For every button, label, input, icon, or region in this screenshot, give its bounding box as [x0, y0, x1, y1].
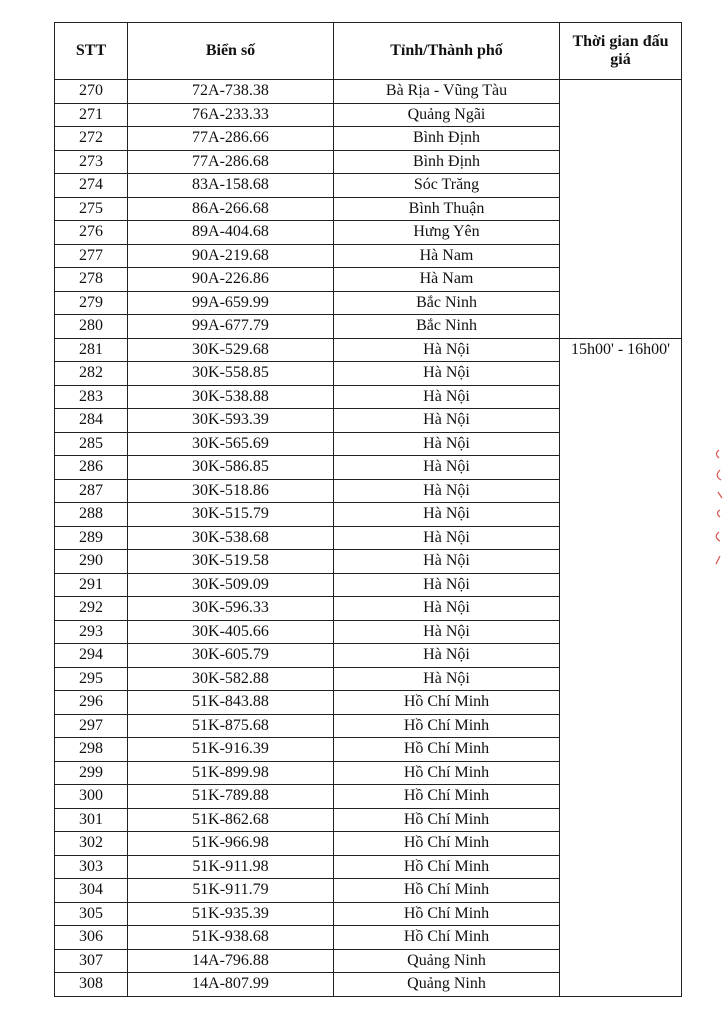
- cell-plate: 99A-659.99: [128, 291, 334, 315]
- cell-stt: 304: [55, 879, 128, 903]
- cell-stt: 298: [55, 738, 128, 762]
- auction-table: [54, 22, 682, 997]
- cell-stt: 308: [55, 973, 128, 997]
- cell-plate: 30K-605.79: [128, 644, 334, 668]
- cell-plate: 30K-582.88: [128, 667, 334, 691]
- cell-province: Hồ Chí Minh: [334, 832, 560, 856]
- cell-plate: 77A-286.66: [128, 127, 334, 151]
- cell-stt: 274: [55, 174, 128, 198]
- header-plate: Biển số: [128, 23, 334, 80]
- cell-stt: 285: [55, 432, 128, 456]
- cell-stt: 280: [55, 315, 128, 339]
- cell-stt: 295: [55, 667, 128, 691]
- cell-province: Hà Nội: [334, 550, 560, 574]
- cell-province: Hồ Chí Minh: [334, 855, 560, 879]
- cell-plate: 51K-935.39: [128, 902, 334, 926]
- header-stt: STT: [55, 23, 128, 80]
- cell-time-slot-1: [560, 80, 682, 339]
- cell-stt: 279: [55, 291, 128, 315]
- cell-province: Sóc Trăng: [334, 174, 560, 198]
- cell-stt: 284: [55, 409, 128, 433]
- table-body: [55, 80, 682, 997]
- cell-province: Hà Nội: [334, 597, 560, 621]
- cell-plate: 89A-404.68: [128, 221, 334, 245]
- cell-stt: 272: [55, 127, 128, 151]
- cell-province: Hà Nội: [334, 644, 560, 668]
- cell-province: Hà Nội: [334, 667, 560, 691]
- cell-stt: 275: [55, 197, 128, 221]
- cell-plate: 51K-789.88: [128, 785, 334, 809]
- cell-stt: 286: [55, 456, 128, 480]
- cell-plate: 14A-807.99: [128, 973, 334, 997]
- cell-plate: 30K-596.33: [128, 597, 334, 621]
- cell-stt: 271: [55, 103, 128, 127]
- cell-stt: 293: [55, 620, 128, 644]
- cell-stt: 307: [55, 949, 128, 973]
- cell-plate: 51K-916.39: [128, 738, 334, 762]
- header-province: Tỉnh/Thành phố: [334, 23, 560, 80]
- cell-province: Hồ Chí Minh: [334, 879, 560, 903]
- cell-plate: 51K-875.68: [128, 714, 334, 738]
- cell-stt: 270: [55, 80, 128, 104]
- cell-province: Quảng Ngãi: [334, 103, 560, 127]
- cell-province: Hồ Chí Minh: [334, 785, 560, 809]
- cell-plate: 30K-558.85: [128, 362, 334, 386]
- cell-province: Hà Nam: [334, 268, 560, 292]
- cell-stt: 277: [55, 244, 128, 268]
- cell-stt: 306: [55, 926, 128, 950]
- cell-province: Hà Nội: [334, 573, 560, 597]
- cell-province: Hà Nội: [334, 385, 560, 409]
- cell-province: Hà Nội: [334, 503, 560, 527]
- cell-province: Bà Rịa - Vũng Tàu: [334, 80, 560, 104]
- cell-stt: 299: [55, 761, 128, 785]
- cell-stt: 301: [55, 808, 128, 832]
- cell-province: Hà Nội: [334, 409, 560, 433]
- cell-stt: 297: [55, 714, 128, 738]
- cell-plate: 51K-843.88: [128, 691, 334, 715]
- cell-stt: 283: [55, 385, 128, 409]
- cell-province: Hồ Chí Minh: [334, 902, 560, 926]
- cell-plate: 72A-738.38: [128, 80, 334, 104]
- cell-province: Hồ Chí Minh: [334, 738, 560, 762]
- cell-plate: 30K-593.39: [128, 409, 334, 433]
- cell-province: Hồ Chí Minh: [334, 761, 560, 785]
- cell-plate: 30K-509.09: [128, 573, 334, 597]
- cell-stt: 305: [55, 902, 128, 926]
- cell-plate: 30K-538.68: [128, 526, 334, 550]
- cell-stt: 273: [55, 150, 128, 174]
- cell-stt: 302: [55, 832, 128, 856]
- cell-plate: 30K-519.58: [128, 550, 334, 574]
- cell-province: Bắc Ninh: [334, 315, 560, 339]
- cell-province: Bắc Ninh: [334, 291, 560, 315]
- cell-stt: 288: [55, 503, 128, 527]
- cell-province: Quảng Ninh: [334, 949, 560, 973]
- cell-plate: 30K-565.69: [128, 432, 334, 456]
- cell-plate: 90A-219.68: [128, 244, 334, 268]
- red-stamp-fragment: [711, 440, 723, 580]
- cell-province: Hà Nội: [334, 432, 560, 456]
- cell-plate: 30K-518.86: [128, 479, 334, 503]
- cell-plate: 30K-538.88: [128, 385, 334, 409]
- cell-plate: 51K-911.79: [128, 879, 334, 903]
- cell-stt: 300: [55, 785, 128, 809]
- cell-plate: 51K-938.68: [128, 926, 334, 950]
- cell-plate: 77A-286.68: [128, 150, 334, 174]
- cell-plate: 83A-158.68: [128, 174, 334, 198]
- cell-stt: 282: [55, 362, 128, 386]
- cell-stt: 291: [55, 573, 128, 597]
- cell-stt: 294: [55, 644, 128, 668]
- cell-stt: 278: [55, 268, 128, 292]
- cell-plate: 51K-966.98: [128, 832, 334, 856]
- cell-plate: 76A-233.33: [128, 103, 334, 127]
- cell-province: Bình Định: [334, 127, 560, 151]
- cell-province: Hà Nội: [334, 456, 560, 480]
- cell-province: Hà Nam: [334, 244, 560, 268]
- cell-province: Hồ Chí Minh: [334, 808, 560, 832]
- cell-province: Quảng Ninh: [334, 973, 560, 997]
- table-row: [55, 338, 682, 362]
- cell-plate: 51K-911.98: [128, 855, 334, 879]
- cell-plate: 51K-899.98: [128, 761, 334, 785]
- cell-stt: 292: [55, 597, 128, 621]
- cell-plate: 90A-226.86: [128, 268, 334, 292]
- cell-province: Hà Nội: [334, 620, 560, 644]
- cell-province: Hưng Yên: [334, 221, 560, 245]
- cell-stt: 289: [55, 526, 128, 550]
- cell-plate: 86A-266.68: [128, 197, 334, 221]
- cell-province: Hà Nội: [334, 479, 560, 503]
- cell-plate: 30K-405.66: [128, 620, 334, 644]
- cell-province: Hà Nội: [334, 526, 560, 550]
- cell-province: Hà Nội: [334, 362, 560, 386]
- cell-plate: 14A-796.88: [128, 949, 334, 973]
- cell-province: Hồ Chí Minh: [334, 691, 560, 715]
- cell-plate: 30K-529.68: [128, 338, 334, 362]
- cell-province: Bình Thuận: [334, 197, 560, 221]
- cell-plate: 99A-677.79: [128, 315, 334, 339]
- header-row: [55, 23, 682, 80]
- cell-stt: 281: [55, 338, 128, 362]
- cell-stt: 296: [55, 691, 128, 715]
- cell-province: Bình Định: [334, 150, 560, 174]
- cell-province: Hà Nội: [334, 338, 560, 362]
- cell-stt: 290: [55, 550, 128, 574]
- cell-stt: 303: [55, 855, 128, 879]
- header-time: Thời gian đấu giá: [560, 23, 682, 80]
- cell-time-slot-2: 15h00' - 16h00': [560, 338, 682, 996]
- cell-plate: 51K-862.68: [128, 808, 334, 832]
- cell-province: Hồ Chí Minh: [334, 926, 560, 950]
- cell-plate: 30K-515.79: [128, 503, 334, 527]
- cell-plate: 30K-586.85: [128, 456, 334, 480]
- cell-province: Hồ Chí Minh: [334, 714, 560, 738]
- table-row: [55, 80, 682, 104]
- cell-stt: 276: [55, 221, 128, 245]
- cell-stt: 287: [55, 479, 128, 503]
